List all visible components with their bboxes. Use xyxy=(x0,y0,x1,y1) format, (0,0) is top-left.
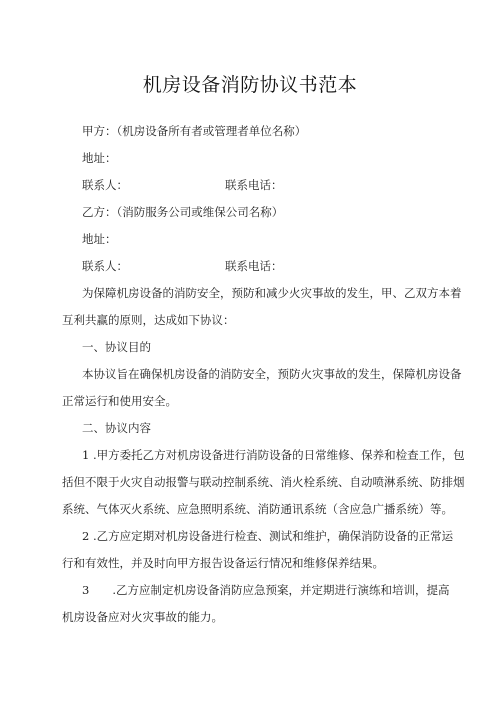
party-b-label: 乙方：（消防服务公司或维保公司名称） xyxy=(82,205,284,219)
item-3-line-1: 3 .乙方应制定机房设备消防应急预案，并定期进行演练和培训，提高 xyxy=(82,583,450,597)
party-a-contact: 联系人： xyxy=(82,178,128,192)
intro-line-1: 为保障机房设备的消防安全，预防和减少火灾事故的发生，甲、乙双方本着 xyxy=(82,286,462,300)
item-2-line-2: 行和有效性，并及时向甲方报告设备运行情况和维修保养结果。 xyxy=(62,556,384,570)
document-title: 机房设备消防协议书范本 xyxy=(142,74,358,96)
party-a-label: 甲方：（机房设备所有者或管理者单位名称） xyxy=(82,124,307,138)
item-2-line-1: 2 .乙方应定期对机房设备进行检查、测试和维护，确保消防设备的正常运 xyxy=(82,529,454,543)
section-1-heading: 一、协议目的 xyxy=(82,340,151,354)
item-3-line-2: 机房设备应对火灾事故的能力。 xyxy=(62,610,223,624)
intro-line-2: 互利共赢的原则，达成如下协议： xyxy=(62,313,235,327)
party-a-address: 地址： xyxy=(82,151,117,165)
item-1-line-1: 1 .甲方委托乙方对机房设备进行消防设备的日常维修、保养和检查工作，包 xyxy=(82,448,465,462)
party-b-phone: 联系电话： xyxy=(225,259,283,273)
party-b-address: 地址： xyxy=(82,232,117,246)
party-b-contact: 联系人： xyxy=(82,259,128,273)
section-1-line-1: 本协议旨在确保机房设备的消防安全，预防火灾事故的发生，保障机房设备 xyxy=(82,367,462,381)
item-1-line-2: 括但不限于火灾自动报警与联动控制系统、消火栓系统、自动喷淋系统、防排烟 xyxy=(62,475,465,489)
item-1-line-3: 系统、气体灭火系统、应急照明系统、消防通讯系统（含应急广播系统）等。 xyxy=(62,502,453,516)
party-a-phone: 联系电话： xyxy=(225,178,283,192)
section-2-heading: 二、协议内容 xyxy=(82,421,151,435)
section-1-line-2: 正常运行和使用安全。 xyxy=(62,394,177,408)
